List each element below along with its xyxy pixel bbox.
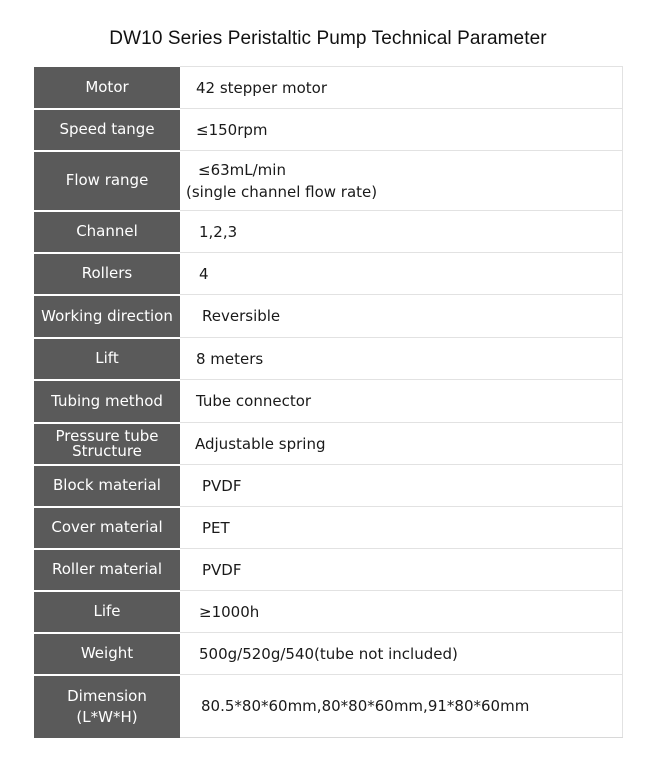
row-value: PVDF [180,549,622,591]
row-value: 500g/520g/540(tube not included) [180,633,622,675]
row-value: Reversible [180,295,622,338]
table-row-block-material [34,465,622,507]
table-row-tubing-method [34,380,622,423]
page-title: DW10 Series Peristaltic Pump Technical Parameter [109,28,547,49]
table-row-speed [34,109,622,151]
row-label: Weight [34,633,180,675]
row-label: Rollers [34,253,180,295]
row-label: Speed tange [34,109,180,151]
row-label-line: Structure [72,441,142,460]
table-row-working-direction [34,295,622,338]
row-label: Flow range [34,151,180,211]
row-value: 1,2,3 [180,211,622,253]
row-label: Cover material [34,507,180,549]
table-row-dimension [34,675,622,738]
table-row-motor [34,67,622,109]
row-label: Channel [34,211,180,253]
row-label-line: Dimension [67,686,147,705]
table-row-weight [34,633,622,675]
row-label: Block material [34,465,180,507]
row-value: PET [180,507,622,549]
table-row-rollers [34,253,622,295]
row-value: Adjustable spring [180,423,622,465]
row-value: ≥1000h [180,591,622,633]
row-label: Motor [34,67,180,109]
row-value: 42 stepper motor [180,67,622,109]
row-label: Lift [34,338,180,380]
row-label: Life [34,591,180,633]
row-value-line: (single channel flow rate) [186,182,378,201]
row-label: Tubing method [34,380,180,423]
table-row-flow-range [34,151,622,211]
row-value: 4 [180,253,622,295]
row-label-line: (L*W*H) [76,707,138,726]
row-value: Tube connector [180,380,622,423]
row-value: 80.5*80*60mm,80*80*60mm,91*80*60mm [180,675,622,738]
row-value: ≤150rpm [180,109,622,151]
table-row-channel [34,211,622,253]
row-value-line: ≤63mL/min [198,160,286,179]
row-label-line: Pressure tube [55,426,159,445]
row-value [180,151,622,211]
spec-table [34,66,623,738]
table-row-life [34,591,622,633]
table-row-roller-material [34,549,622,591]
row-label: Working direction [34,295,180,338]
table-row-pressure-tube [34,423,622,465]
row-value: 8 meters [180,338,622,380]
table-row-lift [34,338,622,380]
row-label [34,423,180,465]
table-row-cover-material [34,507,622,549]
row-value: PVDF [180,465,622,507]
row-label [34,675,180,738]
row-label: Roller material [34,549,180,591]
